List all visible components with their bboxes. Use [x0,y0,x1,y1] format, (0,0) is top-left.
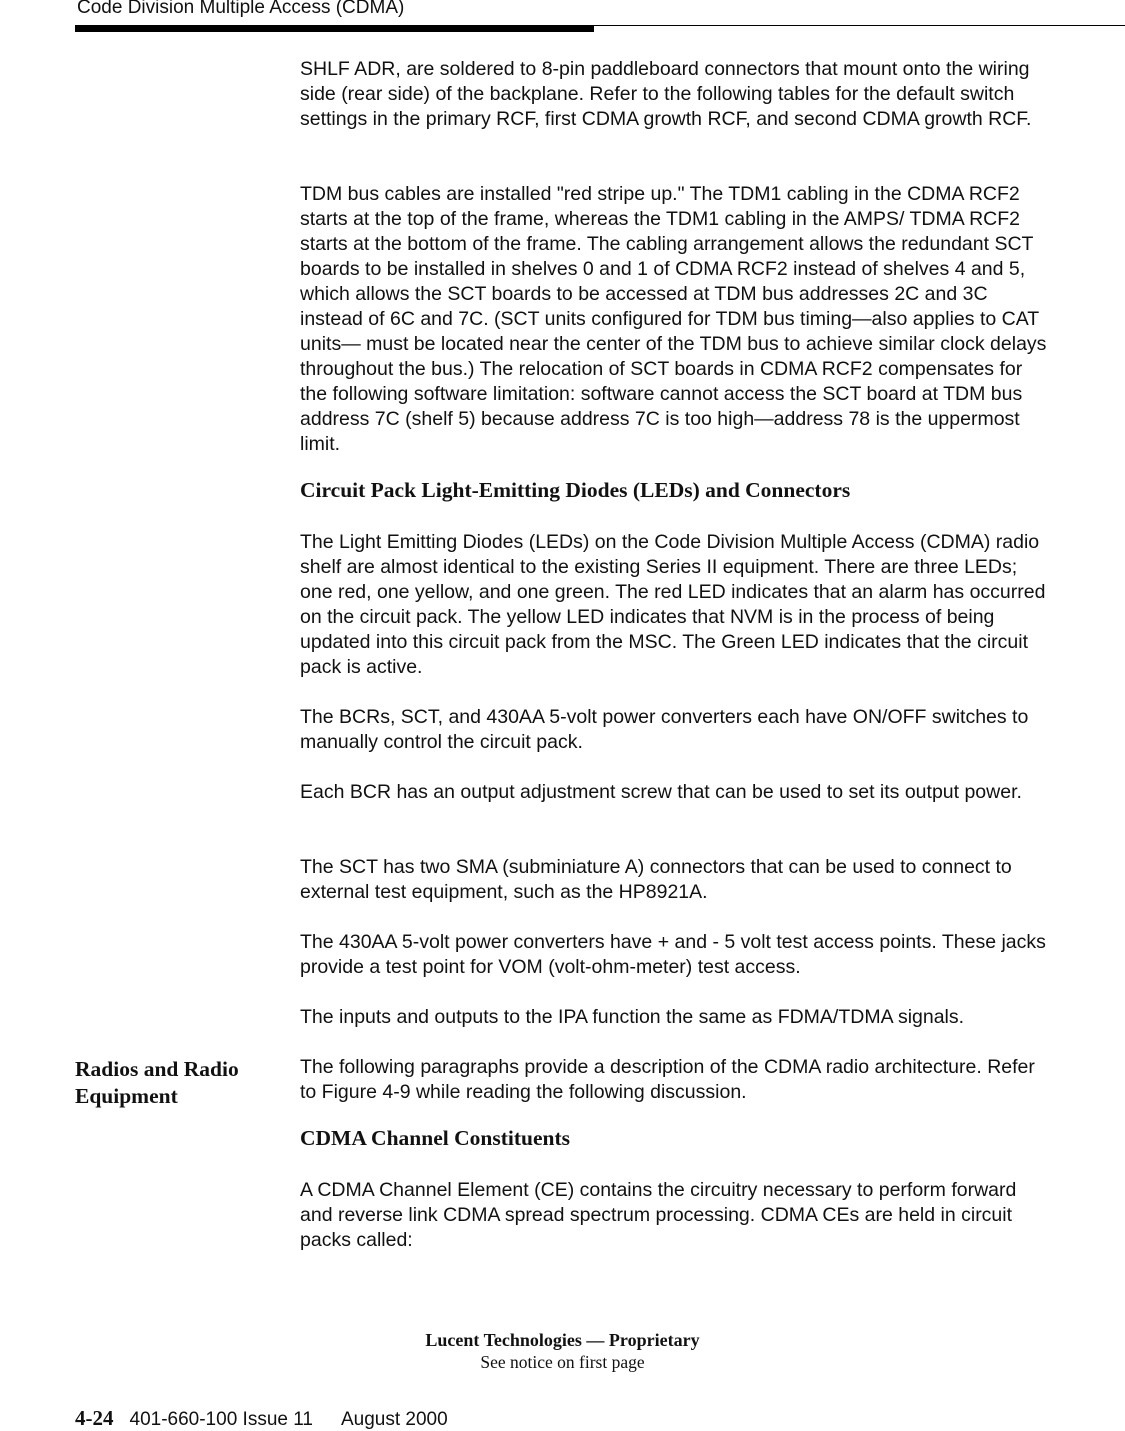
paragraph-text: A CDMA Channel Element (CE) contains the circuitry necessary to perform forward and reverse link CDMA spread spectrum processing. CDMA CEs are held in circuit packs called: [300,1179,1017,1251]
paragraph-bcr-adjustment [300,780,1050,805]
header-rule-thick [75,25,594,32]
footer-notice: See notice on first page [480,1352,645,1372]
paragraph-text: Each BCR has an output adjustment screw that can be used to set its output power. [300,781,1022,803]
issue-date: August 2000 [340,1409,448,1430]
header-rule-thin [594,25,1125,26]
paragraph-radio-architecture [300,1055,1050,1105]
paragraph-text: The inputs and outputs to the IPA function the same as FDMA/TDMA signals. [300,1006,965,1028]
paragraph-text: The Light Emitting Diodes (LEDs) on the Code Division Multiple Access (CDMA) radio shelf are almost identical to the existing Series II equipment. There are three LEDs; one red, one yellow, and one green. The red LED indicates that an alarm has occurred on the circuit pack. The yellow LED indicates that NVM is in the process of being updated into this circuit pack from the MSC. The Green LED indicates that the circuit pack is active. [300,531,1046,678]
side-heading-line: Equipment [75,1084,178,1108]
paragraph-text: The SCT has two SMA (subminiature A) connectors that can be used to connect to external test equipment, such as the HP8921A. [300,856,1012,903]
side-heading-radios [75,1056,280,1110]
paragraph-on-off-switches [300,705,1050,755]
side-heading-line: Radios and Radio [75,1057,239,1081]
paragraph-channel-element [300,1178,1050,1253]
paragraph-text: The following paragraphs provide a description of the CDMA radio architecture. Refer to Figure 4-9 while reading the following discussion. [300,1056,1035,1103]
paragraph-text: The BCRs, SCT, and 430AA 5-volt power converters each have ON/OFF switches to manually control the circuit pack. [300,706,1029,753]
paragraph-text: SHLF ADR, are soldered to 8-pin paddleboard connectors that mount onto the wiring side (rear side) of the backplane. Refer to the following tables for the default switch settings in the primary RCF, first CDMA growth RCF, and second CDMA growth RCF. [300,58,1032,130]
section-heading-leds: Circuit Pack Light-Emitting Diodes (LEDs) and Connectors [300,478,851,502]
footer-page-info [75,1406,448,1431]
paragraph-shlf-adr [300,57,1050,132]
paragraph-sma-connectors [300,855,1050,905]
section-heading-channel-constituents: CDMA Channel Constituents [300,1126,570,1150]
paragraph-ipa-signals [300,1005,1050,1030]
document-id: 401-660-100 Issue 11 [129,1409,313,1430]
paragraph-text: TDM bus cables are installed "red stripe up." The TDM1 cabling in the CDMA RCF2 starts at the top of the frame, whereas the TDM1 cabling in the AMPS/ TDMA RCF2 starts at the bottom of the frame. The cabling arrangement allows the redundant SCT boards to be installed in shelves 0 and 1 of CDMA RCF2 instead of shelves 4 and 5, which allows the SCT boards to be accessed at TDM bus addresses 2C and 3C instead of 6C and 7C. (SCT units configured for TDM bus timing—also applies to CAT units— must be located near the center of the TDM bus to achieve similar clock delays throughout the bus.) The relocation of SCT boards in CDMA RCF2 compensates for the following software limitation: software cannot access the SCT board at TDM bus address 7C (shelf 5) because address 7C is too high—address 78 is the uppermost limit. [300,183,1047,455]
footer-company: Lucent Technologies — Proprietary [425,1330,700,1350]
paragraph-test-access [300,930,1050,980]
paragraph-text: The 430AA 5-volt power converters have + and - 5 volt test access points. These jacks provide a test point for VOM (volt-ohm-meter) test access. [300,931,1046,978]
page-number: 4-24 [75,1406,114,1430]
running-header-title: Code Division Multiple Access (CDMA) [77,0,405,18]
paragraph-tdm-bus-cables [300,182,1050,457]
paragraph-leds [300,530,1050,680]
